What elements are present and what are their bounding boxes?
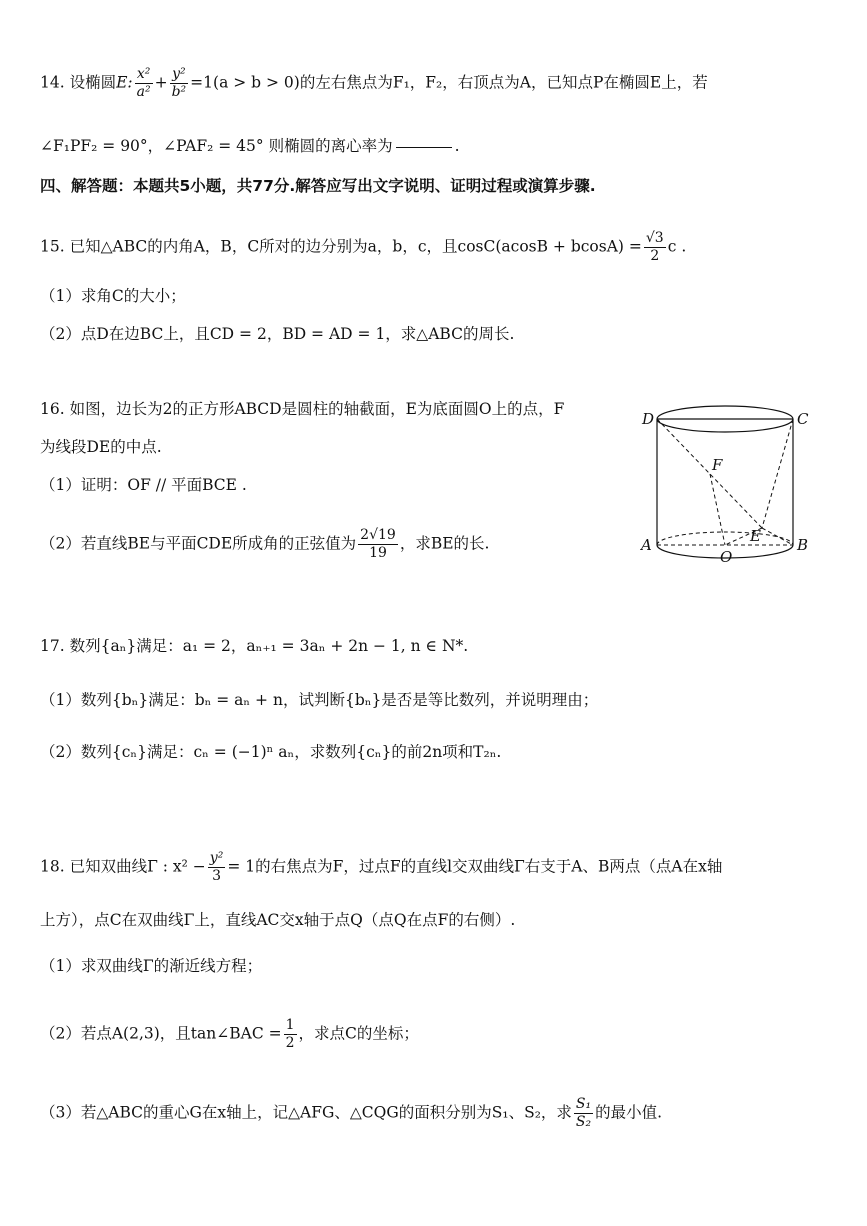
- label-d: D: [642, 410, 655, 428]
- q15-frac: $\frac{√3}{2}$: [645, 230, 664, 264]
- q15-stem: 15. 已知△ABC的内角A，B，C所对的边分别为a，b，c，且cosC(acosB + bcosA) =: [40, 237, 642, 256]
- q14-conditions: ∠F₁PF₂ = 90°，∠PAF₂ = 45° 则椭圆的离心率为: [40, 137, 393, 155]
- q18-part2: （2）若点A(2,3)，且tan∠BAC = $\frac{1}{2}$ ，求点C的坐标；: [40, 1017, 419, 1051]
- label-e: E: [750, 527, 761, 545]
- label-f: F: [712, 456, 723, 474]
- q15-line1: 15. 已知△ABC的内角A，B，C所对的边分别为a，b，c，且cosC(acosB + bcosA) = $\frac{√3}{2}$ c .: [40, 230, 687, 264]
- q14-line1: [40, 66, 708, 101]
- label-b: B: [797, 536, 809, 554]
- q16-frac: $\frac{2√19}{19}$: [360, 527, 396, 561]
- q14-ellipse-name: E:: [116, 73, 133, 92]
- cylinder-figure: [640, 398, 820, 573]
- q14-frac-y: $\frac{\text{y²}}{\text{b²}}$: [171, 66, 187, 100]
- label-a: A: [641, 536, 652, 554]
- label-c: C: [797, 410, 809, 428]
- section-heading: 四、解答题：本题共5小题，共77分.解答应写出文字说明、证明过程或演算步骤.: [40, 177, 596, 195]
- q18-frac-s: $\frac{\text{S₁}}{\text{S₂}}$: [575, 1096, 592, 1130]
- q14-plus: +: [154, 73, 168, 92]
- q14-prefix: 14. 设椭圆: [40, 73, 117, 92]
- q18-frac: $\frac{\text{y²}}{3}$: [209, 850, 224, 884]
- q18-line2: 上方），点C在双曲线Γ上，直线AC交x轴于点Q（点Q在点F的右侧）.: [40, 911, 516, 929]
- q14-frac-x: $\frac{\text{x²}}{\text{a²}}$: [136, 66, 151, 100]
- answer-blank[interactable]: [396, 147, 452, 148]
- q16-line2: 为线段DE的中点.: [40, 438, 162, 456]
- q15-part2: （2）点D在边BC上，且CD = 2，BD = AD = 1，求△ABC的周长.: [40, 325, 515, 343]
- q16-line1: 16. 如图，边长为2的正方形ABCD是圆柱的轴截面，E为底面圆O上的点，F: [40, 400, 565, 418]
- q18-part3: （3）若△ABC的重心G在x轴上，记△AFG、△CQG的面积分别为S₁、S₂，求 $\frac{\text{S₁}}{\text{S₂}}$ 的最小值.: [40, 1096, 663, 1130]
- q16-part1: （1）证明：OF // 平面BCE .: [40, 476, 247, 494]
- q17-part1: （1）数列{bₙ}满足：bₙ = aₙ + n，试判断{bₙ}是否是等比数列，并说明理由；: [40, 691, 599, 709]
- q15-part1: （1）求角C的大小；: [40, 287, 186, 305]
- q17-line1: 17. 数列{aₙ}满足：a₁ = 2，aₙ₊₁ = 3aₙ + 2n − 1, n ∈ N*.: [40, 637, 469, 655]
- q18-frac-half: $\frac{1}{2}$: [285, 1017, 295, 1051]
- q14-line2: ∠F₁PF₂ = 90°，∠PAF₂ = 45° 则椭圆的离心率为 .: [40, 137, 460, 155]
- q18-part1: （1）求双曲线Γ的渐近线方程；: [40, 957, 263, 975]
- q16-part2: （2）若直线BE与平面CDE所成角的正弦值为 $\frac{2√19}{19}$ ，求BE的长.: [40, 527, 490, 561]
- label-o: O: [720, 548, 733, 566]
- q14-eq-rest: =1(a > b > 0): [190, 73, 300, 92]
- q14-line1-post: 的左右焦点为F₁，F₂，右顶点为A，已知点P在椭圆E上，若: [299, 73, 708, 92]
- q17-part2: （2）数列{cₙ}满足：cₙ = (−1)ⁿ aₙ，求数列{cₙ}的前2n项和T₂ₙ.: [40, 743, 502, 761]
- q18-line1: 18. 已知双曲线Γ : x² − $\frac{\text{y²}}{3}$ = 1的右焦点为F，过点F的直线l交双曲线Γ右支于A、B两点（点A在x轴: [40, 850, 723, 884]
